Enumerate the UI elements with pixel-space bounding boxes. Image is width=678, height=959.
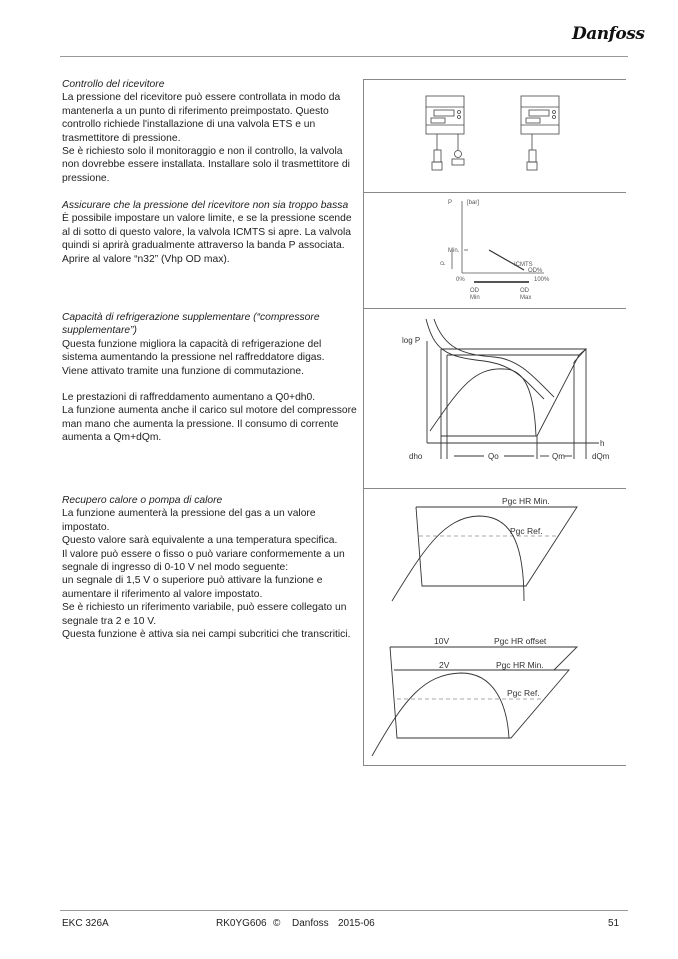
y-axis-label: log P: [402, 336, 421, 345]
paragraph: Viene attivato tramite una funzione di commutazione.: [62, 365, 304, 377]
od-min-label: OD: [470, 288, 479, 294]
footer-date: 2015-06: [338, 918, 375, 929]
footer-copyright: ©: [273, 918, 281, 929]
paragraph: È possibile impostare un valore limite, e se la pressione scende al di sotto di questo valore, la valvola ICMTS si apre. La valvola quindi si aprirà gradualmente attraverso la banda P associata. Aprire al valore “n32” (Vhp OD max).: [62, 213, 352, 265]
paragraph: Se è richiesto solo il monitoraggio e non il controllo, la valvola non dovrebbe essere installata. Installare solo il trasmettitore di pressione.: [62, 146, 350, 184]
footer-divider: [60, 910, 628, 911]
paragraph: Questa funzione è attiva sia nei campi subcritici che transcritici.: [62, 629, 351, 641]
paragraph: Il valore può essere o fisso o può variare conformemente a un segnale di ingresso di 0-10 V nel modo seguente:: [62, 548, 345, 574]
dqm-label: dQm: [592, 452, 610, 461]
dho-label: dho: [409, 452, 423, 461]
10v-label: 10V: [434, 636, 450, 646]
pgc-hr-offset-label: Pgc HR offset: [494, 636, 547, 646]
od-min-label-2: Min: [470, 295, 480, 301]
paragraph: un segnale di 1,5 V o superiore può attivare la funzione e aumentare il riferimento al valore impostato.: [62, 575, 323, 600]
paragraph: Se è richiesto un riferimento variabile, può essere collegato un segnale tra 2 e 10 V.: [62, 602, 347, 627]
danfoss-logo: Danfoss: [572, 24, 645, 44]
section-heading: Capacità di refrigerazione supplementare (“compressore supplementare”): [62, 312, 320, 337]
section-heading: Assicurare che la pressione del ricevitore non sia troppo bassa: [62, 200, 349, 211]
min-label: Min.: [448, 248, 460, 254]
paragraph: Questa funzione migliora la capacità di refrigerazione del sistema aumentando la pressione nel raffreddatore digas.: [62, 338, 325, 364]
paragraph: Le prestazioni di raffreddamento aumentano a Q0+dh0.: [62, 392, 316, 404]
paragraph: La funzione aumenta anche il carico sul motore del compressore man mano che aumenta la pressione. Il consumo di corrente aumenta a Qm+dQm.: [62, 405, 357, 444]
page-number: 51: [608, 918, 620, 929]
pgc-hr-min-label-2: Pgc HR Min.: [496, 660, 544, 670]
icmts-diagram: [363, 192, 626, 309]
od-max-label: OD: [520, 288, 529, 294]
section-receiver-control: [62, 78, 357, 185]
2v-label: 2V: [439, 660, 450, 670]
y-axis-unit: [bar]: [467, 200, 480, 206]
qo-label: Qo: [488, 452, 499, 461]
section-heat-recovery: [62, 494, 357, 641]
paragraph: La pressione del ricevitore può essere controllata in modo da mantenerla a un punto di riferimento preimpostato. Questo controllo richiede l'installazione di una valvola ETS e un trasmettitore di pressione.: [62, 92, 341, 144]
x0-label: 0%: [456, 277, 465, 283]
paragraph: La funzione aumenterà la pressione del gas a un valore impostato.: [62, 508, 316, 533]
header-divider: [60, 56, 628, 57]
pgc-hr-min-label: Pgc HR Min.: [502, 496, 550, 506]
pgc-ref-label-2: Pgc Ref.: [507, 688, 540, 698]
section-extra-capacity: [62, 311, 357, 445]
controller-diagram: [363, 79, 626, 193]
y-axis-label: P: [448, 200, 453, 206]
footer-model: EKC 326A: [62, 918, 109, 929]
section-receiver-low-pressure: [62, 199, 357, 266]
heat-recovery-diagram: [363, 488, 626, 766]
pgc-ref-label: Pgc Ref.: [510, 526, 543, 536]
x-axis-label: h: [600, 439, 605, 448]
paragraph: Questo valore sarà equivalente a una temperatura specifica.: [62, 535, 338, 547]
footer-doc-code: RK0YG606: [216, 918, 267, 929]
footer-brand: Danfoss: [292, 918, 329, 929]
valve-label: ICMTS: [514, 262, 533, 268]
qm-label: Qm: [552, 452, 565, 461]
od-max-label-2: Max: [520, 295, 532, 301]
x100-label: 100%: [534, 277, 550, 283]
logp-h-diagram: [363, 308, 626, 489]
pband-label: P: [441, 260, 447, 265]
section-heading: Recupero calore o pompa di calore: [62, 495, 223, 506]
od-label: OD%: [528, 268, 543, 274]
spacer: [62, 378, 357, 391]
section-heading: Controllo del ricevitore: [62, 79, 165, 90]
